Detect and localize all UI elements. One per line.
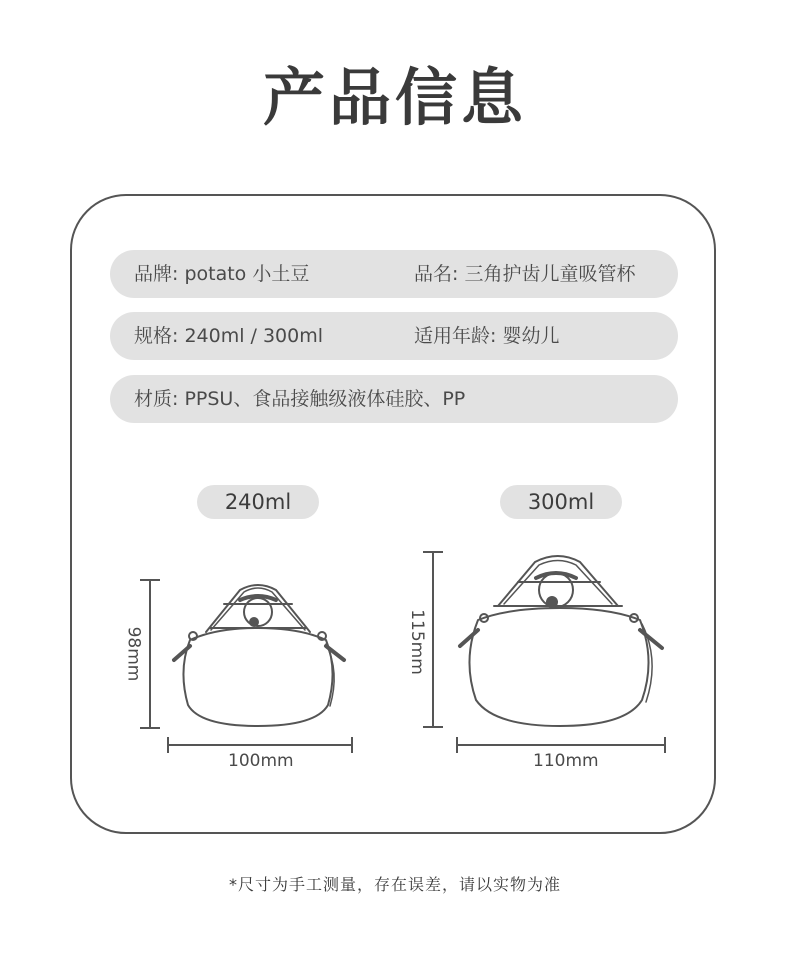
large-width-label: 110mm	[533, 751, 599, 771]
page-title: 产品信息	[262, 61, 527, 134]
measurement-note: *尺寸为手工测量，存在误差，请以实物为准	[228, 875, 561, 894]
size-label-small: 240ml	[197, 485, 319, 519]
spec-text: 规格: 240ml / 300ml	[134, 325, 324, 347]
small-width-label: 100mm	[228, 751, 294, 771]
small-height-label: 98mm	[123, 626, 144, 682]
small-cup-illustration	[174, 585, 344, 726]
brand-text: 品牌: potato 小土豆	[134, 263, 310, 285]
large-cup-illustration	[460, 556, 662, 726]
large-height-label: 115mm	[406, 609, 427, 675]
size-label-large: 300ml	[500, 485, 622, 519]
age-text: 适用年龄: 婴幼儿	[414, 325, 560, 347]
product-name-text: 品名: 三角护齿儿童吸管杯	[414, 263, 636, 285]
material-text: 材质: PPSU、食品接触级液体硅胶、PP	[134, 388, 466, 410]
